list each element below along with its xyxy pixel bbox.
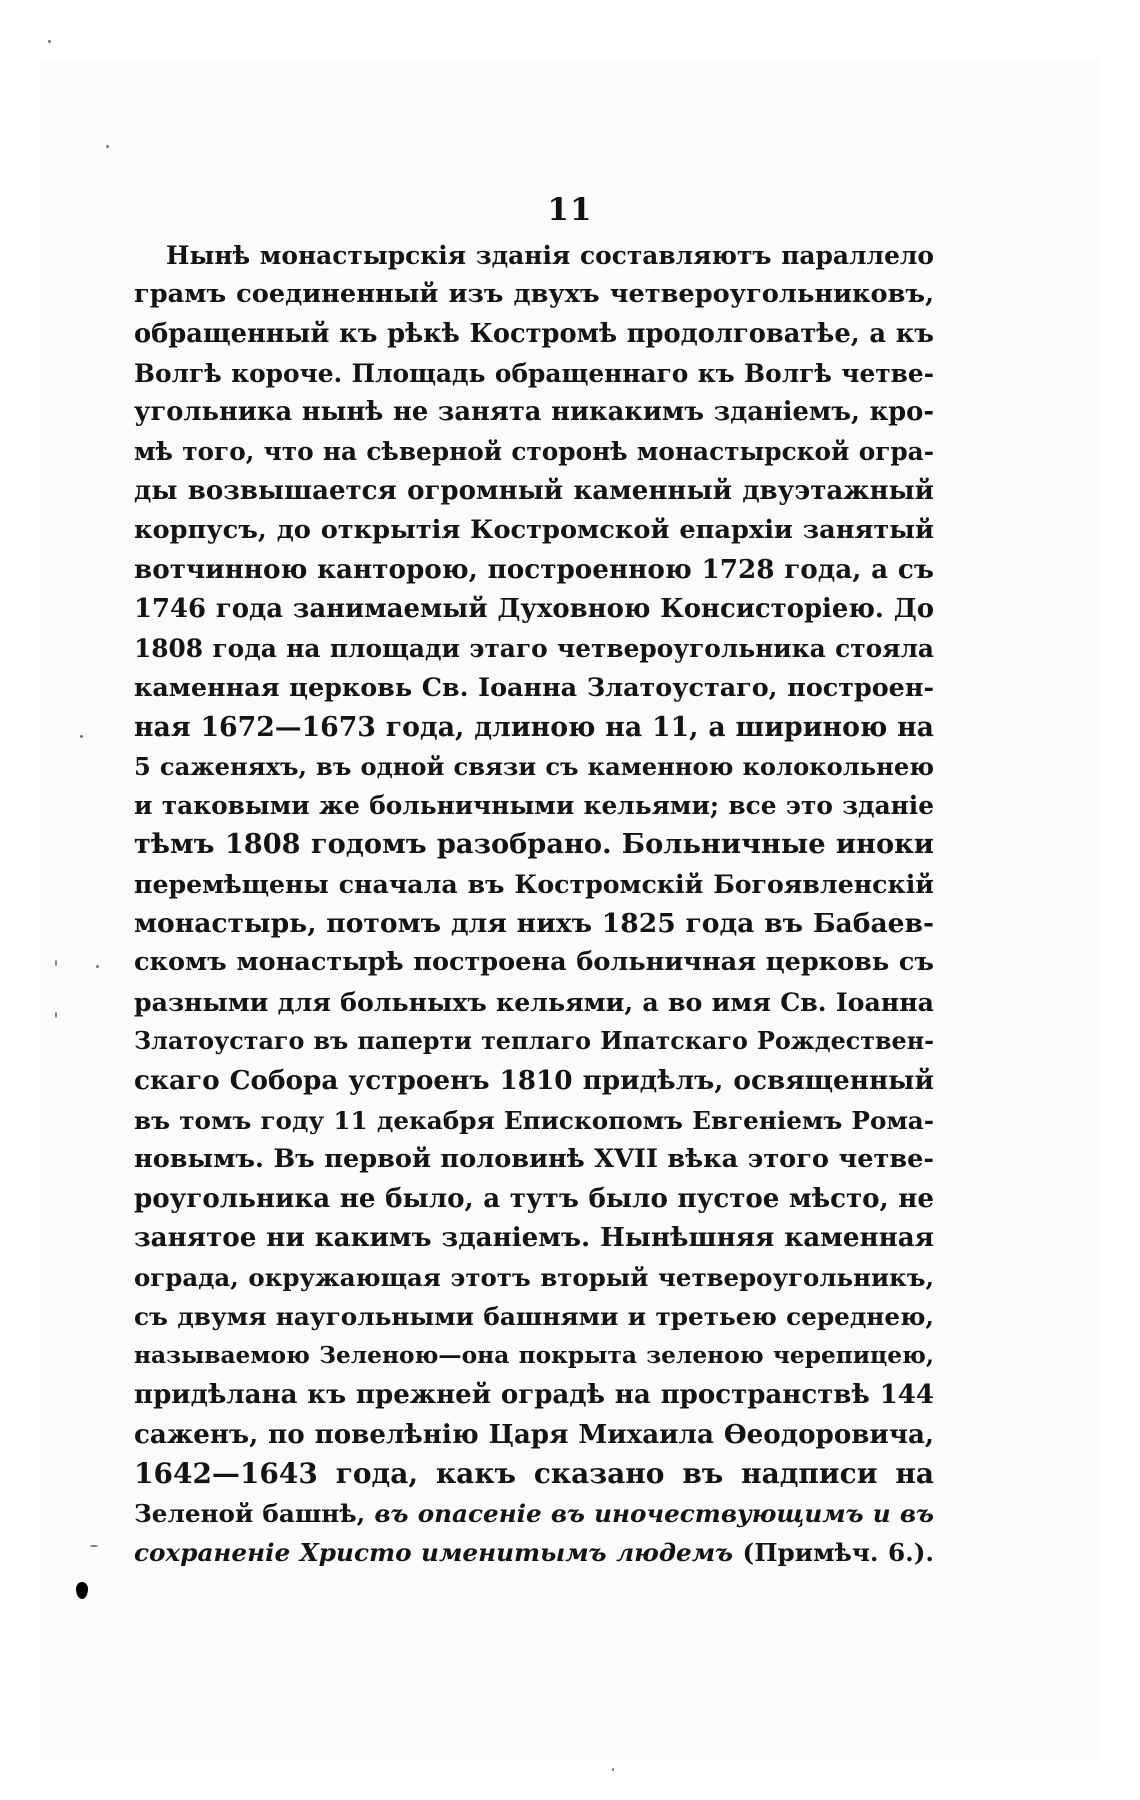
italic-quote: въ опасеніе въ иночествующимъ и въ: [374, 1498, 934, 1528]
text-line: Нынѣ монастырскія зданія составляютъ параллело: [166, 241, 934, 270]
text-line: 1746 года занимаемый Духовною Консисторіею. До: [134, 593, 934, 624]
text-line: Златоустаго въ паперти теплаго Ипатскаго Рождествен-: [134, 1026, 934, 1055]
text-line: 5 саженяхъ, въ одной связи съ каменною колокольнею: [134, 751, 934, 781]
text-line: 1808 года на площади этаго четвероугольника стояла: [134, 633, 934, 663]
text-line: разными для больныхъ кельями, а во имя Св. Іоанна: [134, 986, 934, 1017]
scan-speck: [96, 965, 99, 968]
footnote-reference: (Примѣч. 6.).: [733, 1537, 934, 1567]
text-line: перемѣщены сначала въ Костромскій Богоявленскій: [134, 868, 934, 899]
text-line: придѣлана къ прежней оградѣ на пространствѣ 144: [134, 1379, 934, 1410]
text-line: новымъ. Въ первой половинѣ XVII вѣка этого четве-: [134, 1143, 934, 1174]
scan-speck: [90, 1545, 98, 1547]
italic-quote: сохраненіе Христо именитымъ людемъ: [134, 1537, 734, 1567]
text-line: угольника нынѣ не занята никакимъ зданіемъ, кро-: [134, 397, 934, 428]
text-line: Волгѣ короче. Площадь обращеннаго къ Волгѣ четве-: [134, 358, 934, 388]
text-line-mixed: [134, 1533, 934, 1572]
text-segment: Зеленой башнѣ,: [134, 1498, 375, 1528]
scan-speck: [106, 145, 109, 148]
text-line: 1642—1643 года, какъ сказано въ надписи на: [134, 1457, 934, 1491]
text-line: корпусъ, до открытія Костромской епархіи занятый: [134, 515, 934, 546]
scan-speck: [612, 1768, 614, 1771]
text-line: скомъ монастырѣ построена больничная церковь съ: [134, 947, 934, 978]
text-line: съ двумя наугольными башнями и третьею середнею,: [134, 1302, 934, 1332]
text-line: роугольника не было, а тутъ было пустое мѣсто, не: [134, 1183, 934, 1215]
text-line: монастырь, потомъ для нихъ 1825 года въ Бабаев-: [134, 908, 934, 940]
text-line-mixed: [134, 1494, 934, 1533]
text-line: ды возвышается огромный каменный двуэтажный: [134, 475, 934, 506]
text-line: въ томъ году 11 декабря Епископомъ Евгеніемъ Рома-: [134, 1105, 934, 1135]
text-line: занятое ни какимъ зданіемъ. Нынѣшняя каменная: [134, 1222, 934, 1254]
page-number: 11: [547, 192, 593, 228]
text-line: мѣ того, что на сѣверной сторонѣ монастырской огра-: [134, 437, 934, 467]
text-line: ограда, окружающая этотъ вторый четвероугольникъ,: [134, 1262, 934, 1292]
text-line: грамъ соединенный изъ двухъ четвероугольниковъ,: [134, 279, 934, 310]
text-line: называемою Зеленою—она покрыта зеленою черепицею,: [134, 1342, 934, 1370]
text-line: каменная церковь Св. Іоанна Златоустаго, построен-: [134, 672, 934, 703]
text-line: тѣмъ 1808 годомъ разобрано. Больничные иноки: [134, 828, 934, 861]
text-line: скаго Собора устроенъ 1810 придѣлъ, освященный: [134, 1065, 934, 1097]
scan-speck: [48, 40, 51, 43]
scan-speck: [55, 960, 57, 966]
text-line: обращенный къ рѣкѣ Костромѣ продолговатѣе, а къ: [134, 318, 934, 349]
scan-speck: [55, 1012, 57, 1018]
text-line: саженъ, по повелѣнію Царя Михаила Ѳеодоровича,: [134, 1418, 934, 1450]
text-line: вотчинною канторою, построенною 1728 года, а съ: [134, 554, 934, 586]
text-line: и таковыми же больничными кельями; все это зданіе: [134, 791, 934, 821]
body-text: [134, 236, 934, 1572]
text-line: ная 1672—1673 года, длиною на 11, а шириною на: [134, 711, 934, 743]
scan-speck: [80, 735, 83, 738]
